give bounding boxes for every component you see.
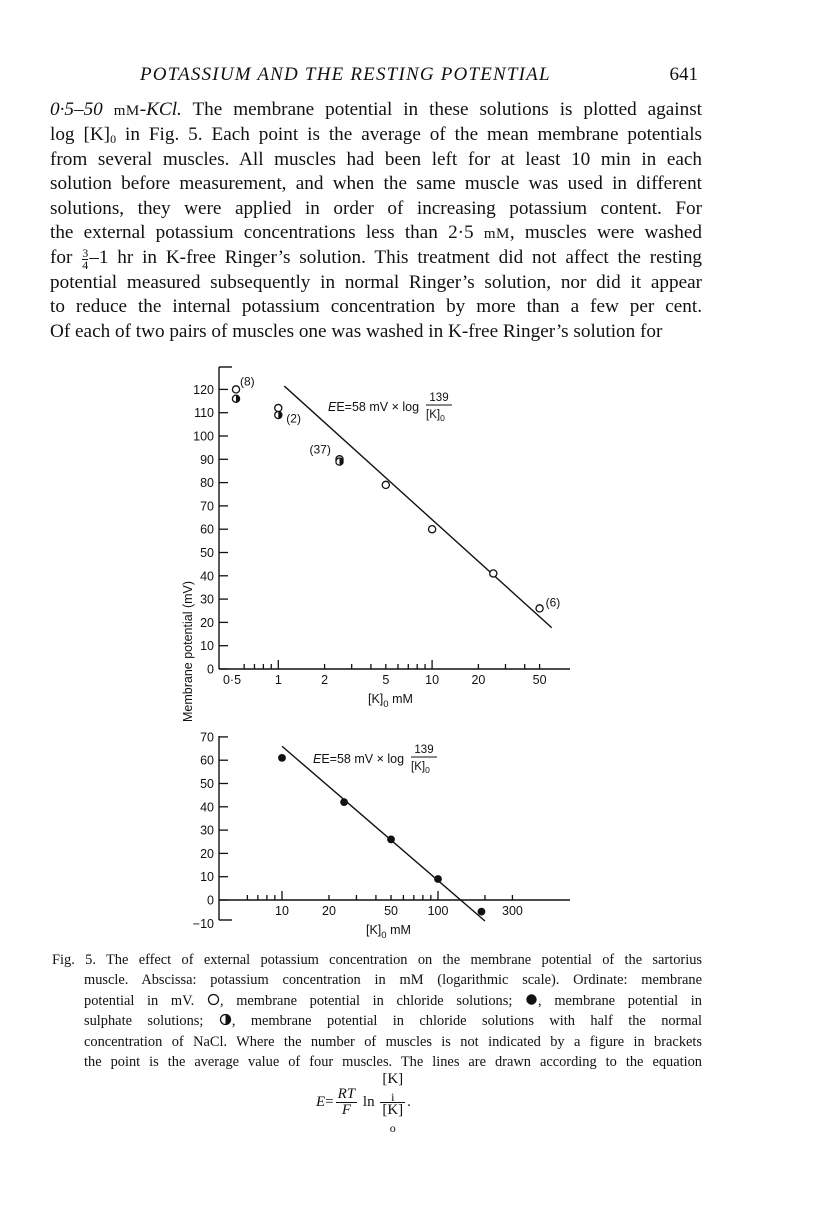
x-tick-label: 20	[322, 904, 336, 918]
top-fit-line	[284, 386, 551, 628]
open-circle-point	[490, 570, 497, 577]
equation-fraction-k: [K] $_i$ [K] $_o$	[382, 1071, 404, 1135]
equation-numerator: 139	[429, 392, 449, 404]
caption-line: muscle. Abscissa: potassium concentration in mM (logarithmic scale). Ordinate: membrane	[84, 972, 702, 989]
filled-circle-icon	[525, 993, 538, 1006]
x-tick-label: 2	[321, 673, 329, 687]
body-line	[50, 123, 702, 147]
y-tick-label: 90	[200, 452, 214, 467]
text-run: in Fig. 5. Each point is the average of the mean membrane potentials	[116, 124, 702, 146]
equation-denominator: $[K]_0$	[426, 409, 445, 423]
text-run: the external potassium concentrations less than 2·5	[50, 222, 484, 244]
x-tick-label: 300	[502, 904, 523, 918]
equation-equals: =	[325, 1093, 334, 1110]
top-x-ticks	[223, 660, 547, 687]
y-tick-label: 20	[200, 846, 214, 861]
text-run: , muscles were washed	[509, 222, 703, 244]
text-run: -KCl.	[139, 99, 182, 120]
body-line: solution before measurement, and when the same muscle was used in different	[50, 173, 702, 195]
y-tick-label: 60	[200, 753, 214, 768]
unit-smallcaps: mM	[483, 226, 510, 243]
text-run: The membrane potential in these solutions is plotted against	[181, 99, 703, 120]
text-run: log [K]	[50, 124, 111, 146]
top-x-axis-label: $[K]_0$ mM	[368, 692, 413, 710]
filled-circle-point	[340, 798, 348, 806]
body-line	[50, 98, 702, 123]
x-tick-label: 50	[384, 904, 398, 918]
body-line	[50, 221, 702, 246]
bottom-y-ticks	[193, 730, 228, 930]
equation-numerator: 139	[414, 744, 434, 756]
page-number: 641	[669, 64, 698, 85]
top-equation	[328, 392, 452, 423]
unit-smallcaps: mM	[113, 103, 140, 119]
y-tick-label: 60	[200, 522, 214, 537]
text-run: –1 hr in K-free Ringer’s solution. This treatment did not affect the resting	[89, 247, 703, 269]
y-tick-label: 10	[200, 639, 214, 654]
point-annotation: (8)	[240, 374, 255, 389]
open-circle-point	[275, 404, 282, 411]
y-tick-label: 110	[194, 406, 214, 421]
open-circle-icon	[207, 993, 220, 1006]
caption-equation: E= $\frac{RT}{F}$ ln [K] $_i$ [K] $_o$ .	[316, 1071, 411, 1135]
bottom-fit-line	[282, 746, 485, 921]
bottom-equation	[313, 744, 437, 775]
equation-ln: ln	[362, 1093, 375, 1110]
fraction-numerator: 3	[82, 245, 89, 260]
equation-text: E=58 mV × log	[336, 400, 420, 414]
fraction-denominator: 4	[82, 257, 89, 272]
y-tick-label: 50	[200, 777, 214, 791]
open-circle-point	[232, 386, 239, 393]
y-tick-label: 40	[200, 569, 214, 584]
caption-line: Fig. 5. The effect of external potassium concentration on the membrane potential of the sartorius	[52, 952, 702, 968]
y-tick-label: 100	[193, 429, 214, 444]
y-tick-label: 30	[200, 823, 214, 838]
bottom-x-axis-label: $[K]_0$ mM	[366, 923, 411, 940]
x-tick-label: 1	[274, 673, 282, 687]
equation-text: E=58 mV × log	[321, 752, 405, 766]
y-tick-label: 50	[200, 546, 214, 560]
caption-line: potential in mV. , membrane potential in chloride solutions; , membrane potential in	[84, 992, 702, 1009]
y-tick-label: 80	[200, 476, 214, 491]
y-tick-label: 20	[200, 615, 214, 630]
x-tick-label: 100	[427, 904, 449, 918]
open-circle-point	[428, 526, 435, 533]
caption-line: concentration of NaCl. Where the number of muscles is not indicated by a figure in brackets	[84, 1033, 702, 1050]
svg-text:EE=58 mV × log: EE=58 mV × log	[313, 752, 405, 766]
subscript: 0	[110, 132, 117, 147]
filled-circle-point	[387, 836, 395, 844]
half-filled-point	[232, 395, 239, 402]
point-annotation: (37)	[309, 442, 331, 457]
bottom-panel	[193, 730, 570, 940]
half-filled-circle-icon	[219, 1013, 232, 1026]
body-line: solutions, they were applied in order of increasing potassium content. For	[50, 197, 702, 219]
filled-circle-point	[278, 754, 286, 762]
y-tick-label: −10	[192, 916, 214, 931]
y-tick-label: 40	[200, 800, 214, 815]
running-title: POTASSIUM AND THE RESTING POTENTIAL	[140, 64, 551, 85]
figure-caption	[52, 950, 702, 1072]
body-line: potential measured subsequently in normal Ringer’s solution, nor did it appear	[50, 271, 702, 293]
body-paragraph	[50, 98, 702, 344]
x-tick-label: 10	[425, 673, 440, 687]
y-axis-label: Membrane potential (mV)	[181, 580, 195, 722]
caption-line: sulphate solutions; , membrane potential in chloride solutions with half the normal	[84, 1013, 702, 1030]
filled-circle-point	[434, 875, 442, 883]
equation-fraction-rt-f: $\frac{RT}{F}$	[337, 1086, 356, 1118]
filled-circle-point	[478, 908, 486, 916]
body-line: Of each of two pairs of muscles one was washed in K-free Ringer’s solution for	[50, 320, 663, 342]
x-tick-label: 50	[532, 673, 547, 687]
caption-line: the point is the average value of four muscles. The lines are drawn according to the equation	[84, 1054, 702, 1071]
bottom-data-points	[278, 754, 485, 916]
y-tick-label: 70	[200, 499, 214, 514]
x-tick-label: 10	[275, 904, 289, 918]
top-y-ticks	[193, 383, 228, 677]
y-tick-label: 0	[207, 662, 214, 677]
body-line	[50, 246, 702, 270]
point-annotation: (6)	[545, 595, 561, 610]
body-line: from several muscles. All muscles had been left for at least 10 min in each	[50, 148, 702, 170]
x-tick-label: 20	[471, 673, 486, 687]
text-run: for	[50, 247, 82, 269]
figure-5	[0, 350, 816, 940]
half-filled-point	[336, 458, 343, 465]
y-tick-label: 0	[207, 893, 214, 908]
y-tick-label: 10	[200, 870, 214, 885]
open-circle-point	[536, 605, 543, 612]
half-filled-point	[275, 411, 282, 418]
equation-lhs: E	[316, 1093, 326, 1110]
svg-text:EE=58 mV × log: EE=58 mV × log	[328, 400, 420, 414]
open-circle-point	[382, 481, 389, 488]
equation-denominator: $[K]_0$	[411, 761, 430, 775]
point-annotation: (2)	[286, 411, 301, 426]
top-panel	[193, 367, 570, 710]
y-tick-label: 30	[200, 592, 214, 607]
text-run: 0·5–50	[50, 99, 114, 120]
page-header	[50, 64, 700, 90]
y-tick-label: 70	[200, 730, 214, 745]
body-line: to reduce the internal potassium concentration by more than a few per cent.	[50, 296, 702, 318]
fraction	[82, 245, 89, 272]
x-tick-label: 5	[382, 673, 390, 687]
y-tick-label: 120	[193, 382, 214, 397]
x-tick-label: 0·5	[222, 673, 242, 687]
